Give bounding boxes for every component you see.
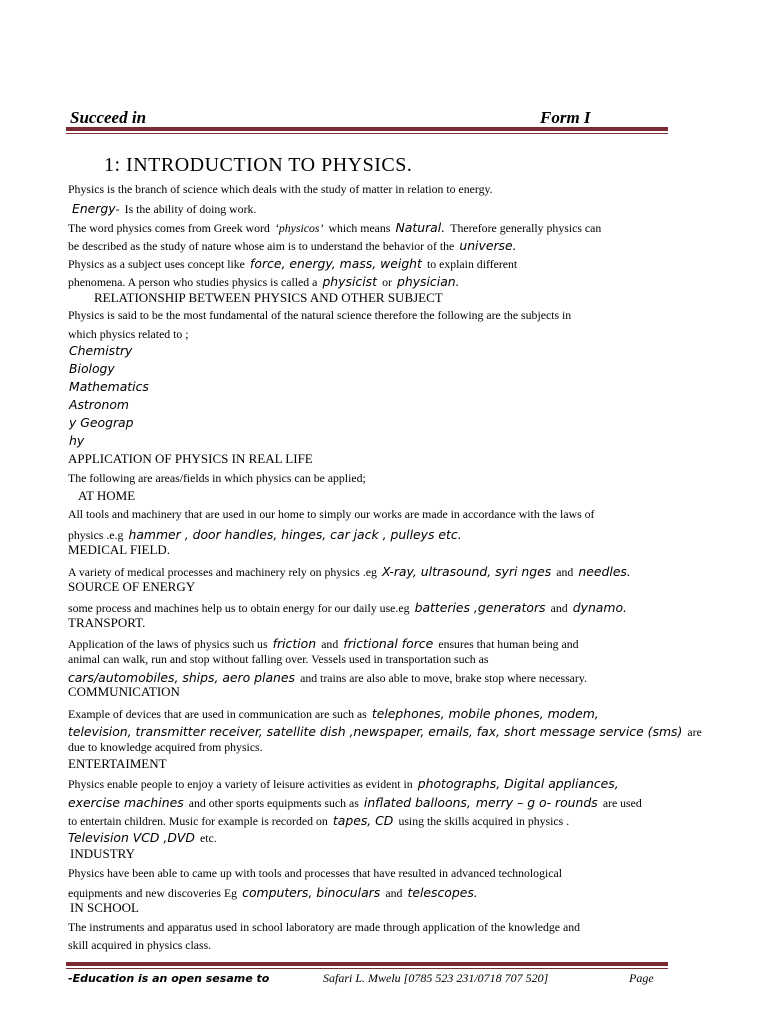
section-heading: ENTERTAIMENT <box>68 756 167 771</box>
section-heading: INDUSTRY <box>70 846 136 861</box>
text-line: skill acquired in physics class. <box>68 938 212 952</box>
footer-author: Safari L. Mwelu [0785 523 231/0718 707 520] <box>323 971 549 985</box>
footer-page: Page <box>629 971 654 985</box>
text-line: which physics related to ; <box>68 327 189 341</box>
text-line: The following are areas/fields in which physics can be applied; <box>68 471 366 485</box>
section-heading: IN SCHOOL <box>70 900 139 915</box>
text-line: phenomena. A person who studies physics is called a physicist or physician. <box>68 274 460 289</box>
text-line: Physics is the branch of science which deals with the study of matter in relation to energy. <box>68 182 493 196</box>
text-line: some process and machines help us to obtain energy for our daily use.eg batteries ,generators and dynamo. <box>68 600 627 615</box>
subject-item: hy <box>69 433 85 448</box>
text-line: cars/automobiles, ships, aero planes and trains are also able to move, brake stop where necessary. <box>68 670 587 685</box>
text-line: physics .e.g hammer , door handles, hinges, car jack , pulleys etc. <box>68 527 462 542</box>
section-heading: MEDICAL FIELD. <box>68 542 171 557</box>
text-line: be described as the study of nature whose aim is to understand the behavior of the universe. <box>68 238 517 253</box>
section-heading: APPLICATION OF PHYSICS IN REAL LIFE <box>68 451 313 466</box>
footer-rule-thin <box>66 968 668 969</box>
section-heading: COMMUNICATION <box>68 684 180 699</box>
header-right: Form I <box>540 108 591 127</box>
text-line: Energy- Is the ability of doing work. <box>72 201 257 216</box>
text-line: Television VCD ,DVD etc. <box>68 830 217 845</box>
subject-item: Chemistry <box>69 343 133 358</box>
section-heading: RELATIONSHIP BETWEEN PHYSICS AND OTHER SUBJECT <box>94 290 443 305</box>
text-line: A variety of medical processes and machinery rely on physics .eg X-ray, ultrasound, syri nges and needles. <box>68 564 631 579</box>
text-line: Physics have been able to came up with tools and processes that have resulted in advanced technological <box>68 866 563 880</box>
subject-item: Astronom <box>69 397 129 412</box>
text-line: Physics as a subject uses concept like force, energy, mass, weight to explain different <box>68 256 518 271</box>
text-line: television, transmitter receiver, satellite dish ,newspaper, emails, fax, short message service (sms) are <box>68 724 702 739</box>
text-line: to entertain children. Music for example is recorded on tapes, CD using the skills acquired in physics . <box>68 813 570 828</box>
footer-rule-thick <box>66 962 668 966</box>
footer-motto: -Education is an open sesame to <box>68 972 270 985</box>
header-rule-thick <box>66 127 668 131</box>
subject-item: y Geograp <box>69 415 134 430</box>
text-line: Example of devices that are used in communication are such as telephones, mobile phones, modem, <box>68 706 599 721</box>
text-line: equipments and new discoveries Eg computers, binoculars and telescopes. <box>68 885 478 900</box>
text-line: due to knowledge acquired from physics. <box>68 740 263 754</box>
text-line: All tools and machinery that are used in our home to simply our works are made in accordance with the laws of <box>68 507 595 521</box>
section-heading: AT HOME <box>78 488 136 503</box>
text-line: animal can walk, run and stop without falling over. Vessels used in transportation such as <box>68 652 489 666</box>
subject-item: Biology <box>69 361 115 376</box>
text-line: Physics enable people to enjoy a variety of leisure activities as evident in photographs, Digital appliances, <box>68 776 619 791</box>
text-line: The word physics comes from Greek word ‘physicos’ which means Natural. Therefore generally physics can <box>68 220 602 235</box>
term-energy: Energy <box>72 201 116 216</box>
header-left: Succeed in <box>70 108 147 127</box>
section-heading: TRANSPORT. <box>68 615 146 630</box>
text-line: The instruments and apparatus used in school laboratory are made through application of the knowledge and <box>68 920 581 934</box>
subject-item: Mathematics <box>69 379 149 394</box>
page-title: 1: INTRODUCTION TO PHYSICS. <box>104 154 413 176</box>
text-line: exercise machines and other sports equipments such as inflated balloons, merry – g o- rounds are used <box>68 795 642 810</box>
text-line: Physics is said to be the most fundamental of the natural science therefore the following are the subjects in <box>68 308 572 322</box>
text-line: Application of the laws of physics such us friction and frictional force ensures that human being and <box>68 636 579 651</box>
header-rule-thin <box>66 133 668 134</box>
section-heading: SOURCE OF ENERGY <box>68 579 196 594</box>
